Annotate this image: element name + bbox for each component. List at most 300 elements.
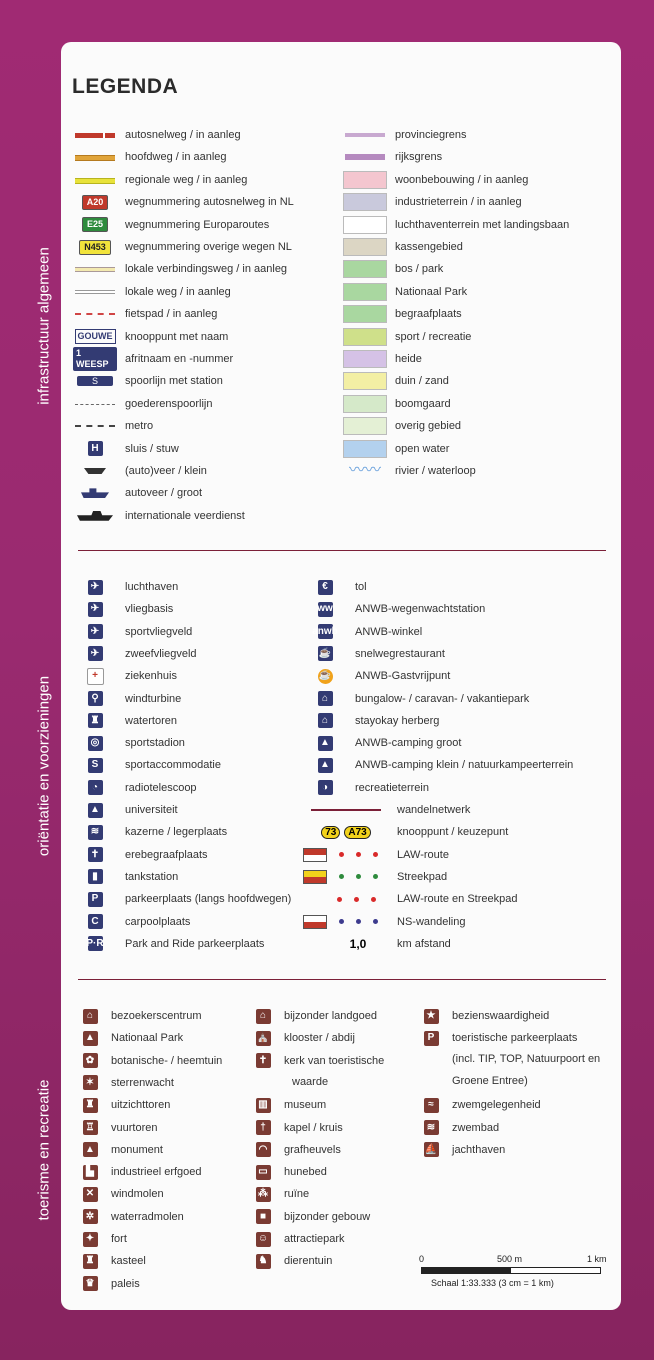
legend-label: Park and Ride parkeerplaats	[125, 937, 265, 950]
legend-label: sterrenwacht	[111, 1076, 174, 1089]
legend-row	[303, 577, 367, 597]
national-park-icon: ▲	[83, 1031, 98, 1046]
legend-row	[343, 259, 443, 279]
route-dot	[373, 874, 378, 879]
airbase-icon: ✈	[88, 602, 103, 617]
legend-label: luchthaven	[125, 581, 179, 593]
burial-mounds-icon: ◠	[256, 1142, 271, 1157]
icon-holder	[73, 778, 117, 798]
castle-icon: ♜	[83, 1254, 98, 1269]
radio-telescope-icon: ◔	[88, 780, 103, 795]
legend-text	[107, 1184, 164, 1204]
legend-label: sportvliegveld	[125, 625, 193, 638]
legend-label: (auto)veer / klein	[125, 465, 207, 477]
legend-label: sluis / stuw	[125, 442, 179, 455]
legend-label: rivier / waterloop	[395, 465, 476, 477]
small-ferry-icon	[73, 461, 117, 481]
legend-label: ziekenhuis	[125, 670, 177, 683]
legend-label: vuurtoren	[111, 1121, 158, 1134]
legend-text	[107, 1095, 170, 1115]
route-dot	[356, 874, 361, 879]
freight-rail-line	[73, 394, 117, 414]
icon-holder	[303, 934, 389, 954]
icon-holder	[73, 1006, 107, 1026]
ruin-icon: ⁂	[256, 1187, 271, 1202]
icon-holder	[303, 845, 389, 865]
legend-row	[303, 867, 447, 887]
legend-row	[73, 599, 173, 619]
icon-holder	[303, 666, 347, 686]
legend-label: wegnummering Europaroutes	[125, 218, 270, 231]
icon-holder	[73, 1118, 107, 1138]
route-dot	[373, 852, 378, 857]
carpool-icon: C	[88, 914, 103, 929]
watermill-icon: ✲	[83, 1209, 98, 1224]
observatory-icon: ✶	[83, 1075, 98, 1090]
legend-text	[280, 1229, 345, 1249]
icon-holder	[73, 622, 117, 642]
legend-row	[414, 1140, 505, 1160]
route-dot	[339, 852, 344, 857]
icon-holder	[246, 1162, 280, 1182]
icon-holder	[303, 622, 347, 642]
icon-holder	[246, 1095, 280, 1115]
scale-bar	[419, 1254, 607, 1304]
scale-tick-0: 0	[419, 1254, 425, 1264]
legend-row	[343, 349, 422, 369]
section-title-toerisme: toerisme en recreatie	[35, 1079, 53, 1221]
legend-label: sportaccommodatie	[125, 759, 221, 772]
legend-label: LAW-route	[397, 848, 449, 861]
route-dot	[371, 897, 376, 902]
scale-tick-1km: 1 km	[587, 1254, 607, 1264]
legend-label: goederenspoorlijn	[125, 397, 213, 410]
legend-label: fietspad / in aanleg	[125, 308, 218, 321]
area-swatch	[343, 237, 387, 257]
area-swatch	[343, 170, 387, 190]
legend-label: Nationaal Park	[395, 285, 468, 298]
legend-label: knooppunt / keuzepunt	[397, 826, 509, 839]
legend-label: zweefvliegveld	[125, 647, 197, 660]
legend-label: kazerne / legerplaats	[125, 826, 228, 839]
area-swatch	[343, 371, 387, 391]
legend-row	[246, 1184, 309, 1204]
local-road-line	[73, 282, 117, 302]
legend-row	[303, 711, 439, 731]
legend-row	[73, 1184, 164, 1204]
legend-label: carpoolplaats	[125, 915, 191, 928]
legend-text	[280, 1162, 327, 1182]
scale-caption: Schaal 1:33.333 (3 cm = 1 km)	[431, 1278, 554, 1288]
legend-text	[107, 1073, 174, 1093]
icon-holder	[73, 1184, 107, 1204]
legend-row	[73, 349, 233, 369]
legend-label: knooppunt met naam	[125, 330, 229, 343]
legend-text	[107, 1051, 222, 1071]
legend-text	[107, 1140, 163, 1160]
route-dot	[373, 919, 378, 924]
legend-row	[73, 1073, 174, 1093]
legend-label: sport / recreatie	[395, 330, 472, 343]
legend-row	[73, 259, 287, 279]
legend-row	[303, 822, 508, 842]
stadium-icon: ◎	[88, 736, 103, 751]
large-ferry-icon	[73, 483, 117, 503]
tourist-parking-icon: P	[424, 1031, 439, 1046]
route-dot	[354, 897, 359, 902]
icon-holder	[303, 755, 347, 775]
legend-row	[343, 125, 467, 145]
international-ferry-icon	[73, 506, 117, 526]
legend-label: rijksgrens	[395, 151, 443, 164]
road-number-green: E25	[73, 215, 117, 235]
legend-row	[73, 1006, 202, 1026]
legend-row	[343, 439, 449, 459]
legend-label: waterradmolen	[111, 1210, 184, 1223]
legend-label: erebegraafplaats	[125, 848, 208, 861]
icon-holder	[73, 755, 117, 775]
icon-holder	[73, 867, 117, 887]
section-title-orient: oriëntatie en voorzieningen	[35, 675, 53, 857]
legend-label: stayokay herberg	[355, 714, 440, 727]
legend-label: Streekpad	[397, 870, 448, 883]
legend-label: uitzichttoren	[111, 1099, 171, 1112]
legend-row	[73, 1251, 146, 1271]
holiday-park-icon: ⌂	[318, 691, 333, 706]
icon-holder	[73, 733, 117, 753]
legend-label: fort	[111, 1233, 127, 1245]
legend-label: zwembad	[452, 1121, 500, 1134]
toll-icon: €	[318, 580, 333, 595]
area-swatch	[343, 439, 387, 459]
fort-icon: ✦	[83, 1232, 98, 1247]
legend-label: lokale weg / in aanleg	[125, 285, 231, 298]
legend-row	[246, 1028, 355, 1048]
legend-row	[303, 599, 485, 619]
legend-row	[73, 912, 190, 932]
legend-label: spoorlijn met station	[125, 375, 223, 388]
park-ride-icon: P·R	[88, 936, 103, 951]
monastery-icon: ⛪	[256, 1031, 271, 1046]
icon-holder	[414, 1118, 448, 1138]
legend-row	[73, 666, 177, 686]
legend-row	[73, 192, 294, 212]
legend-row	[73, 755, 221, 775]
legend-row	[414, 1095, 541, 1115]
metro-line	[73, 416, 117, 436]
legend-label: duin / zand	[395, 375, 449, 388]
anwb-shop-icon: anwb	[318, 624, 333, 639]
estate-icon: ⌂	[256, 1009, 271, 1024]
icon-holder	[73, 577, 117, 597]
legend-text	[107, 1229, 127, 1249]
icon-holder	[73, 1274, 107, 1294]
legend-text	[280, 1051, 384, 1093]
legend-row	[343, 371, 449, 391]
legend-row	[246, 1207, 370, 1227]
fuel-station-icon: ▮	[88, 869, 103, 884]
legend-label: hoofdweg / in aanleg	[125, 151, 227, 164]
legend-text	[107, 1207, 184, 1227]
legend-row	[343, 461, 476, 481]
legend-label: bijzonder landgoed	[284, 1010, 377, 1022]
icon-holder	[303, 800, 389, 820]
legend-row	[246, 1006, 377, 1026]
legend-row	[73, 711, 177, 731]
route-dot	[356, 919, 361, 924]
legend-label: autoveer / groot	[125, 487, 203, 500]
legend-label: wegnummering overige wegen NL	[125, 241, 292, 253]
legend-row	[73, 1028, 183, 1048]
icon-holder	[246, 1229, 280, 1249]
legend-text	[107, 1006, 202, 1026]
river-line: 〰〰	[348, 462, 381, 479]
legend-row	[303, 689, 529, 709]
museum-icon: ▥	[256, 1098, 271, 1113]
legend-label: jachthaven	[452, 1143, 506, 1156]
legend-row	[303, 778, 429, 798]
icon-holder	[303, 577, 347, 597]
legend-label: ANWB-camping groot	[355, 737, 462, 750]
icon-holder	[73, 711, 117, 731]
province-border	[343, 125, 387, 145]
palace-icon: ♛	[83, 1276, 98, 1291]
legend-label: industrieel erfgoed	[111, 1166, 202, 1179]
area-swatch	[343, 192, 387, 212]
legend-label: tankstation	[125, 870, 179, 883]
legend-label: grafheuvels	[284, 1143, 341, 1156]
gastvrijpunt-icon: ☕	[318, 669, 333, 684]
legend-label-cont: (incl. TIP, TOP, Natuurpoort en	[452, 1053, 601, 1066]
legend-row	[73, 304, 217, 324]
route-dot	[356, 852, 361, 857]
icon-holder	[414, 1006, 448, 1026]
area-swatch	[343, 327, 387, 347]
special-building-icon: ■	[256, 1209, 271, 1224]
walking-network-line	[311, 809, 381, 811]
legend-row	[303, 622, 422, 642]
legend-label: universiteit	[125, 804, 178, 816]
legend-label: bezienswaardigheid	[452, 1010, 550, 1022]
icon-holder	[303, 644, 347, 664]
icon-holder	[73, 1073, 107, 1093]
legend-row	[246, 1251, 332, 1271]
legend-row	[73, 461, 207, 481]
icon-holder	[246, 1051, 280, 1071]
icon-holder	[73, 822, 117, 842]
legend-text	[448, 1028, 600, 1092]
legend-label: open water	[395, 442, 450, 455]
icon-holder	[246, 1251, 280, 1271]
legend-label-cont: Groene Entree)	[452, 1075, 528, 1088]
area-swatch	[343, 215, 387, 235]
legend-label: vliegbasis	[125, 603, 174, 616]
lookout-tower-icon: ♜	[83, 1098, 98, 1113]
legend-row	[303, 666, 450, 686]
legend-row	[73, 845, 208, 865]
icon-holder	[73, 800, 117, 820]
swimming-spot-icon: ≈	[424, 1098, 439, 1113]
choice-badge: A73	[344, 826, 370, 839]
legend-text	[107, 1028, 183, 1048]
university-icon: ▲	[88, 803, 103, 818]
hostel-icon: ⌂	[318, 713, 333, 728]
legend-label: bijzonder gebouw	[284, 1210, 371, 1223]
legend-row	[343, 215, 569, 235]
legend-label: bungalow- / caravan- / vakantiepark	[355, 692, 530, 705]
chapel-icon: †	[256, 1120, 271, 1135]
legend-row	[73, 934, 264, 954]
icon-holder	[414, 1140, 448, 1160]
sport-airfield-icon: ✈	[88, 624, 103, 639]
legend-row	[414, 1006, 549, 1026]
windmill-icon: ✕	[83, 1187, 98, 1202]
legend-row	[73, 1207, 184, 1227]
legend-label: wandelnetwerk	[397, 804, 471, 816]
legend-label: parkeerplaats (langs hoofdwegen)	[125, 893, 292, 906]
legend-text	[280, 1118, 343, 1138]
legend-row	[414, 1118, 499, 1138]
legend-row	[414, 1028, 600, 1092]
legend-row	[303, 889, 517, 909]
legend-label: hunebed	[284, 1166, 327, 1179]
yellow-road-line	[73, 170, 117, 190]
legend-text	[448, 1118, 499, 1138]
legend-row	[73, 394, 212, 414]
area-swatch	[343, 394, 387, 414]
legend-row	[246, 1118, 343, 1138]
legend-label: woonbebouwing / in aanleg	[395, 173, 529, 186]
legend-label: provinciegrens	[395, 129, 467, 141]
icon-holder	[246, 1207, 280, 1227]
legend-row	[73, 282, 231, 302]
exit-flag: 1 WEESP	[73, 349, 117, 369]
section-title-infra: infrastructuur algemeen	[35, 247, 53, 405]
wegenwacht-icon: ww	[318, 602, 333, 617]
legend-label: monument	[111, 1143, 163, 1156]
streekpad-flag	[303, 870, 327, 884]
legend-row	[73, 506, 245, 526]
legend-label: attractiepark	[284, 1233, 345, 1245]
industrial-heritage-icon: ▙	[83, 1165, 98, 1180]
amusement-park-icon: ☺	[256, 1232, 271, 1247]
marina-icon: ⛵	[424, 1142, 439, 1157]
legend-label: heide	[395, 353, 422, 365]
legend-row	[303, 912, 465, 932]
camping-large-icon: ▲	[318, 736, 333, 751]
legend-label: kerk van toeristische	[284, 1054, 385, 1067]
legend-row	[303, 733, 461, 753]
legend-label: km afstand	[397, 937, 451, 950]
icon-holder	[73, 1051, 107, 1071]
dolmen-icon: ▭	[256, 1165, 271, 1180]
section-divider	[78, 979, 606, 980]
lighthouse-icon: ♖	[83, 1120, 98, 1135]
legend-label: internationale veerdienst	[125, 509, 245, 522]
legend-row	[303, 934, 451, 954]
route-dot	[339, 874, 344, 879]
railway-station: S	[73, 371, 117, 391]
legend-row	[246, 1229, 345, 1249]
legend-row	[73, 733, 185, 753]
legend-label: industrieterrein / in aanleg	[395, 196, 522, 209]
cycle-path-line	[73, 304, 117, 324]
legend-row	[246, 1162, 327, 1182]
sight-icon: ★	[424, 1009, 439, 1024]
legend-label: kassengebied	[395, 241, 463, 253]
legend-row	[246, 1051, 384, 1093]
legend-row	[73, 215, 269, 235]
icon-holder	[414, 1028, 448, 1048]
icon-holder	[303, 711, 347, 731]
road-number-yellow: N453	[73, 237, 117, 257]
route-dot	[337, 897, 342, 902]
legend-label: kapel / kruis	[284, 1121, 343, 1134]
icon-holder	[246, 1006, 280, 1026]
legend-row	[73, 644, 197, 664]
legend-row	[343, 147, 442, 167]
icon-holder	[73, 644, 117, 664]
icon-holder	[73, 599, 117, 619]
legend-text	[107, 1118, 157, 1138]
legend-label: kasteel	[111, 1255, 146, 1268]
legend-row	[73, 778, 197, 798]
legend-row	[343, 192, 522, 212]
icon-holder	[303, 733, 347, 753]
camping-small-icon: ▲	[318, 758, 333, 773]
legend-row	[343, 304, 462, 324]
legend-label: toeristische parkeerplaats	[452, 1032, 578, 1045]
legend-row	[73, 170, 247, 190]
legend-label: ANWB-winkel	[355, 625, 423, 638]
legend-label: metro	[125, 420, 154, 433]
legend-text	[448, 1095, 541, 1115]
legend-row	[343, 394, 451, 414]
legend-text	[280, 1095, 326, 1115]
icon-holder	[303, 689, 347, 709]
lock-icon: H	[73, 439, 117, 459]
legend-row	[246, 1140, 341, 1160]
barracks-icon: ≋	[88, 825, 103, 840]
legend-label: regionale weg / in aanleg	[125, 173, 248, 186]
legend-row	[73, 1162, 202, 1182]
legend-label: LAW-route en Streekpad	[397, 893, 518, 906]
legend-row	[303, 845, 449, 865]
legend-row	[73, 1095, 170, 1115]
law-flag	[303, 848, 327, 862]
national-border	[343, 147, 387, 167]
visitor-center-icon: ⌂	[83, 1009, 98, 1024]
node-badge: 73	[321, 826, 340, 839]
restaurant-icon: ☕	[318, 646, 333, 661]
legend-label: dierentuin	[284, 1255, 333, 1268]
church-icon: ✝	[256, 1053, 271, 1068]
legend-row	[73, 483, 202, 503]
icon-holder	[246, 1184, 280, 1204]
legend-row	[343, 170, 528, 190]
legend-row	[73, 889, 291, 909]
legend-text	[280, 1207, 370, 1227]
icon-holder	[73, 845, 117, 865]
legend-label-cont: waarde	[292, 1075, 329, 1088]
icon-holder	[246, 1118, 280, 1138]
legend-row	[73, 125, 241, 145]
legend-row	[73, 416, 153, 436]
legend-row	[73, 1051, 222, 1071]
legend-label: radiotelescoop	[125, 781, 197, 794]
legend-row	[73, 371, 223, 391]
legend-label: bos / park	[395, 263, 444, 276]
